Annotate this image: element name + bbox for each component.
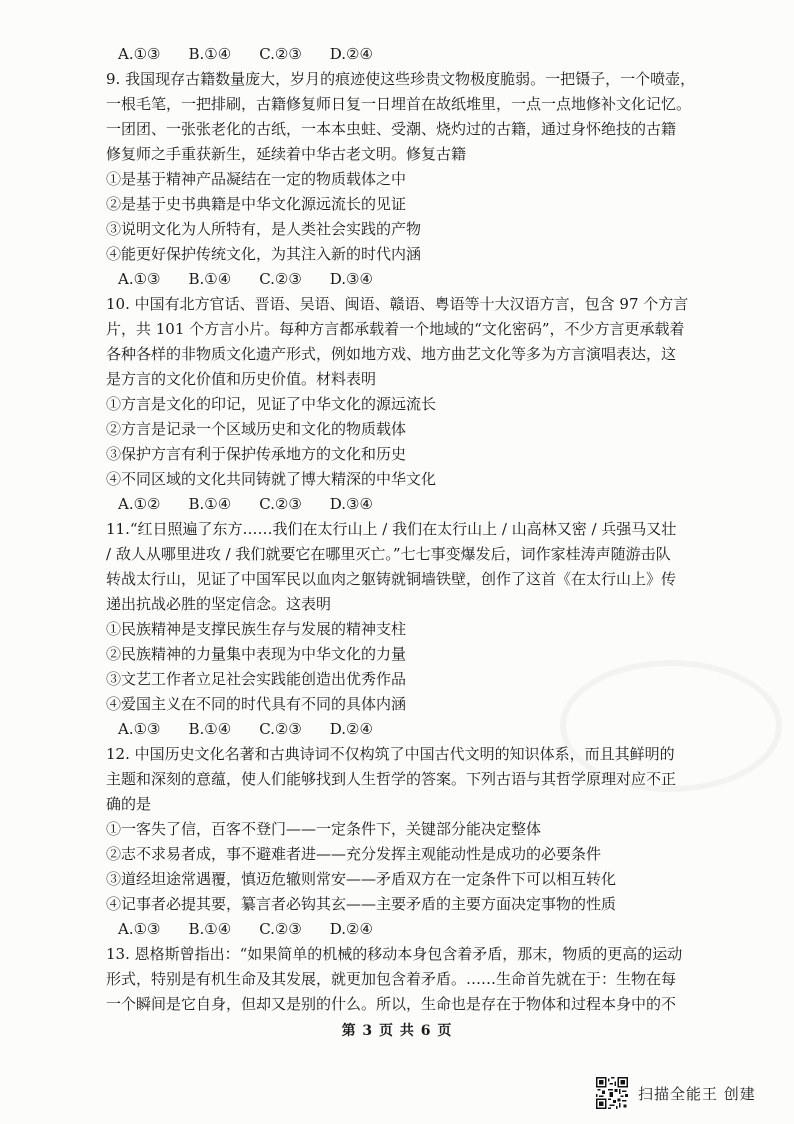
option-d: D.③④: [329, 495, 373, 513]
option-d: D.②④: [329, 720, 373, 738]
option-a: A.①③: [118, 920, 161, 938]
question-stem-line: 转战太行山，见证了中国军民以血肉之躯铸就铜墙铁壁，创作了这首《在太行山上》传: [106, 570, 677, 588]
statement-item: ④爱国主义在不同的时代具有不同的具体内涵: [106, 695, 407, 713]
option-c: C.②③: [259, 45, 302, 63]
option-c: C.②③: [259, 270, 302, 288]
question-stem-line: / 敌人从哪里进攻 / 我们就要它在哪里灭亡。”七七事变爆发后，词作家桂涛声随游击队: [106, 545, 671, 563]
question-stem-line: 10. 中国有北方官话、晋语、吴语、闽语、赣语、粤语等十大汉语方言，包含 97 个方言: [106, 295, 689, 313]
page-content: [106, 42, 746, 1017]
question-stem-line: 一根毛笔，一把排刷，古籍修复师日复一日埋首在故纸堆里，一点一点地修补文化记忆。: [106, 95, 692, 113]
answer-options: [106, 267, 746, 292]
question-9: [106, 67, 746, 292]
option-b: B.①④: [188, 495, 232, 513]
option-b: B.①④: [188, 720, 232, 738]
question-stem-line: 13. 恩格斯曾指出：“如果简单的机械的移动本身包含着矛盾，那末，物质的更高的运动: [106, 945, 683, 963]
statement-item: ①一客失了信，百客不登门——一定条件下，关键部分能决定整体: [106, 820, 542, 838]
statement-item: ③文艺工作者立足社会实践能创造出优秀作品: [106, 670, 407, 688]
statement-item: ③道经坦途常遇覆，慎迈危辙则常安——矛盾双方在一定条件下可以相互转化: [106, 870, 617, 888]
statement-item: ③保护方言有利于保护传承地方的文化和历史: [106, 445, 407, 463]
option-c: C.②③: [259, 920, 302, 938]
statement-item: ②是基于史书典籍是中华文化源远流长的见证: [106, 195, 407, 213]
option-a: A.①③: [118, 720, 161, 738]
statement-item: ②志不求易者成，事不避难者进——充分发挥主观能动性是成功的必要条件: [106, 845, 602, 863]
option-b: B.①④: [188, 920, 232, 938]
statement-item: ④不同区域的文化共同铸就了博大精深的中华文化: [106, 470, 437, 488]
question-12: [106, 742, 746, 942]
question-stem-line: 各种各样的非物质文化遗产形式，例如地方戏、地方曲艺文化等多为方言演唱表达，这: [106, 345, 677, 363]
scanner-watermark: [596, 1076, 756, 1110]
statement-item: ③说明文化为人所特有，是人类社会实践的产物: [106, 220, 422, 238]
option-a: A.①③: [118, 270, 161, 288]
option-c: C.②③: [259, 720, 302, 738]
question-13: [106, 942, 746, 1017]
option-d: D.③④: [329, 270, 373, 288]
option-d: D.②④: [329, 45, 373, 63]
page-number-footer: 第 3 页 共 6 页: [341, 1023, 453, 1039]
statement-item: ①是基于精神产品凝结在一定的物质载体之中: [106, 170, 407, 188]
statement-item: ②方言是记录一个区域历史和文化的物质载体: [106, 420, 407, 438]
answer-options: [106, 492, 746, 517]
option-b: B.①④: [188, 270, 232, 288]
question-stem-line: 9. 我国现存古籍数量庞大，岁月的痕迹使这些珍贵文物极度脆弱。一把镊子，一个喷壶，: [106, 70, 696, 88]
answer-options: [106, 717, 746, 742]
question-stem-line: 修复师之手重获新生，延续着中华古老文明。修复古籍: [106, 145, 467, 163]
question-stem-line: 一团团、一张张老化的古纸，一本本虫蛀、受潮、烧灼过的古籍，通过身怀绝技的古籍: [106, 120, 677, 138]
statement-item: ①方言是文化的印记，见证了中华文化的源远流长: [106, 395, 437, 413]
question-stem-line: 形式，特别是有机生命及其发展，就更加包含着矛盾。……生命首先就在于：生物在每: [106, 970, 677, 988]
question-10: [106, 292, 746, 517]
question-11: [106, 517, 746, 742]
statement-item: ④能更好保护传统文化，为其注入新的时代内涵: [106, 245, 422, 263]
answer-options: [106, 917, 746, 942]
scanner-caption: 扫描全能王 创建: [638, 1084, 756, 1103]
question-stem-line: 片，共 101 个方言小片。每种方言都承载着一个地域的“文化密码”，不少方言更承载着: [106, 320, 685, 338]
option-a: A.①②: [118, 495, 161, 513]
question-stem-line: 确的是: [106, 795, 152, 813]
question-stem-line: 一个瞬间是它自身，但却又是别的什么。所以，生命也是存在于物体和过程本身中的不: [106, 995, 677, 1013]
question-stem-line: 11.“红日照遍了东方……我们在太行山上 / 我们在太行山上 / 山高林又密 / 兵强马又壮: [106, 520, 677, 538]
question-stem-line: 递出抗战必胜的坚定信念。这表明: [106, 595, 332, 613]
question-stem-line: 是方言的文化价值和历史价值。材料表明: [106, 370, 377, 388]
statement-item: ②民族精神的力量集中表现为中华文化的力量: [106, 645, 407, 663]
prev-question-options: [106, 42, 746, 67]
qr-code-icon: [596, 1077, 628, 1109]
option-c: C.②③: [259, 495, 302, 513]
option-d: D.②④: [329, 920, 373, 938]
question-stem-line: 12. 中国历史文化名著和古典诗词不仅构筑了中国古代文明的知识体系，而且其鲜明的: [106, 745, 675, 763]
statement-item: ①民族精神是支撑民族生存与发展的精神支柱: [106, 620, 407, 638]
option-a: A.①③: [118, 45, 161, 63]
question-stem-line: 主题和深刻的意蕴，使人们能够找到人生哲学的答案。下列古语与其哲学原理对应不正: [106, 770, 677, 788]
statement-item: ④记事者必提其要，纂言者必钩其玄——主要矛盾的主要方面决定事物的性质: [106, 895, 617, 913]
option-b: B.①④: [188, 45, 232, 63]
